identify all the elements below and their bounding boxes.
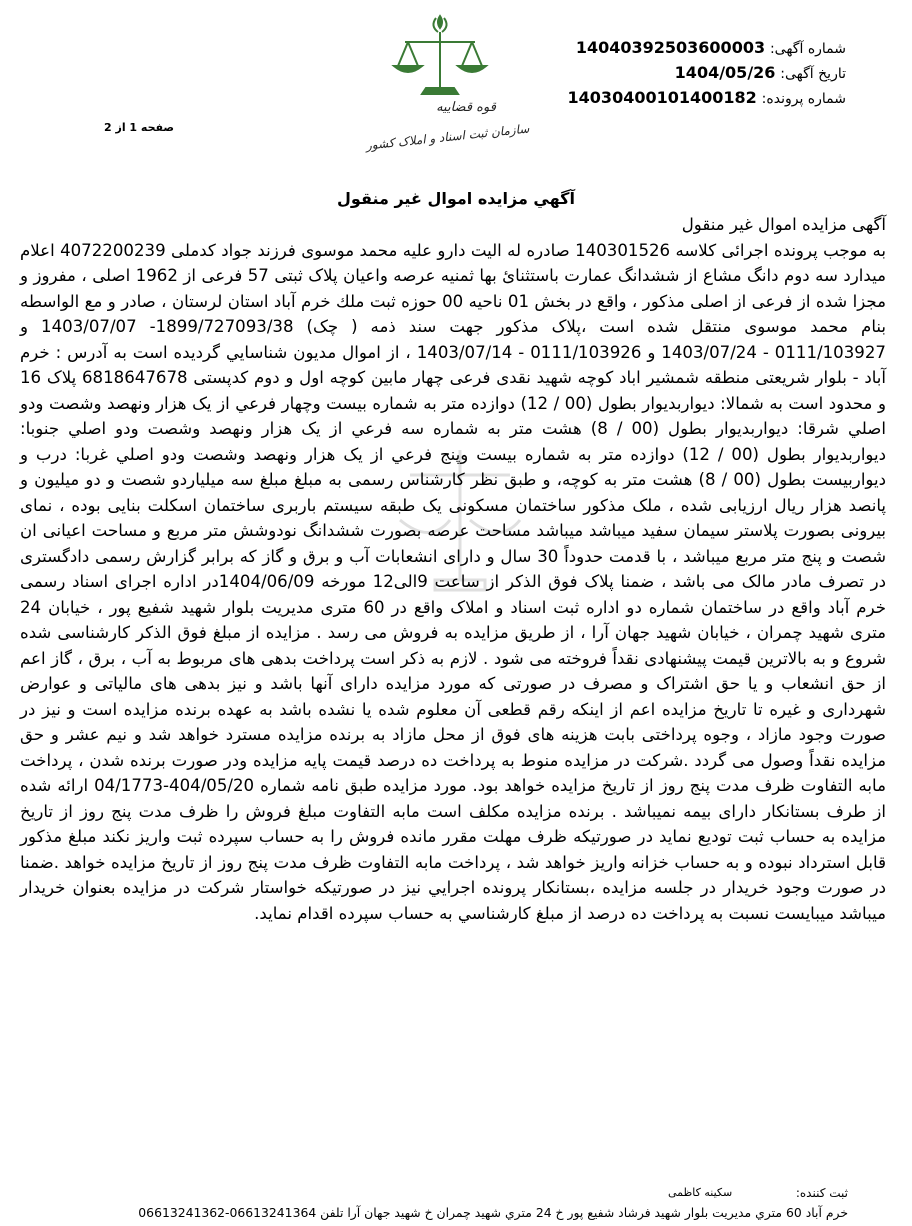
document-title: آگهي مزايده اموال غير منقول xyxy=(337,189,575,208)
case-number-label: شماره پرونده: xyxy=(761,91,846,107)
document-paragraph: به موجب پرونده اجرائی کلاسه 140301526 صادره له الیت دارو علیه محمد موسوی فرزند جواد کدملی 4072200239 اعلام میدارد سه دوم دانگ مشاع از ششدانگ عمارت باستثنائ بها ثمنیه عرصه واعیان پلاک ثبتی 57 فرعی از 1962 اصلی ، مفروز و مجزا شده از فرعی از اصلی مذکور ، واقع در بخش 01 ناحیه 00 حوزه ثبت ملك خرم آباد استان لرستان ، صادر و مع الواسطه بنام محمد موسوی منتقل شده است ،پلاک مذکور جهت سند ذمه ( چک) 1899/727093/38- 1403/07/07 و 0111/103927 - 1403/07/24 و 0111/103926 - 1403/07/14 ، از اموال مدیون شناسايي گرديده است به آدرس : خرم آباد - بلوار شریعتی منطقه شمشیر اباد کوچه شهید نقدی فرعی چهار مابین کوچه اول و دوم کدپستی 6818647678 پلاک 16 و محدود است به شمالا: دیواربدیوار بطول (00 / 12) دوازده متر به شماره بيست وچهار فرعي از يک هزار ونهصد وشصت ودو اصلي شرقا: دیواربدیوار بطول (00 / 8) هشت متر به شماره سه فرعي از يک هزار ونهصد وشصت ودو اصلي جنوبا: دیواربدیوار بطول (00 / 12) دوازده متر به شماره بيست وپنج فرعي از يک هزار ونهصد وشصت ودو اصلي غربا: درب و دیواربیست بطول (00 / 8) هشت متر به کوچه، و طبق نظر کارشناس رسمی به مبلغ مبلغ سه میلیاردو شصت و دو میلیون و پانصد هزار ریال ارزیابی شده ، ملک مذکور ساختمان مسکونی یک طبقه سیستم باربری ساختمان اسکلت بنایی بوده ، نمای بیرونی بصورت پلاستر سیمان سفید میباشد میباشد مساحت عرصه بصورت ششدانگ نودوشش متر مربع و مساحت اعیانی ان شصت و پنج متر مربع میباشد ، با قدمت حدوداً 30 سال و دارای انشعابات آب و برق و گاز که برابر گزارش رسمی دادگستری در تصرف مادر مالک می باشد ، ضمنا پلاک فوق الذکر از ساعت 9الی12 مورخه 1404/06/09در اداره اجرای اسناد رسمی خرم آباد واقع در ساختمان شماره دو اداره ثبت اسناد و املاک واقع در 60 متری مدیریت بلوار شهید شفیع پور ، خیابان 24 متری شهید چمران ، خیابان شهید جهان آرا ، از طریق مزایده به فروش می رسد . مزایده از مبلغ فوق الذکر کارشناسی شده شروع و به بالاترین قیمت پیشنهادی نقداً فروخته می شود . لازم به ذکر است پرداخت بدهی های مربوط به آب ، برق ، گاز اعم از حق انشعاب و یا حق اشتراک و مصرف در صورتی که مورد مزایده دارای آنها باشد و نیز بدهی های مالیاتی و عوارض شهرداری و غیره تا تاریخ مزایده اعم از اینکه رقم قطعی آن معلوم شده یا نشده باشد به عهده برنده مزایده است و نیز در صورت وجود مازاد ، وجوه پرداختی بابت هزینه های فوق از محل مازاد به برنده مزایده مسترد خواهد شد و نیم عشر و حق مزایده نقداً وصول می گردد .شرکت در مزایده منوط به پرداخت ده درصد قیمت پایه مزایده ودر صورت برنده شدن ، پرداخت مابه التفاوت ظرف مدت پنج روز از تاریخ مزایده خواهد بود. مورد مزایده طبق نامه شماره 404/05/20-04/1773 ارائه شده از طرف بستانکار دارای بیمه نمیباشد . برنده مزایده مکلف است مابه التفاوت مبلغ فروش را ظرف مدت پنج روز از تاریخ مزایده به حساب ثبت تودیع نماید در صورتیکه ظرف مهلت مقرر مانده فروش را به حساب سپرده ثبت واریز نکند مبلغ مذکور قابل استرداد نبوده و به حساب خزانه واریز خواهد شد ، پرداخت مابه التفاوت ظرف مدت پنج روز از تاریخ مزایده خواهد .ضمنا در صورت وجود خریدار در جلسه مزایده ،بستانکار پرونده اجرايي نیز در صورتیکه خواستار شرکت در مزایده بعنوان خریدار میباشد میبایست نسبت به پرداخت ده درصد از مبلغ کارشناسي به حساب سپرده اقدام نماید. xyxy=(20,240,887,923)
ad-number-label: شماره آگهی: xyxy=(769,41,846,57)
ad-date-label: تاریخ آگهی: xyxy=(780,66,846,82)
registrar-name: سکینه کاظمی xyxy=(668,1186,733,1199)
ad-number: 14040392503600003 xyxy=(575,38,766,57)
logo-caption-top: قوه قضاییه xyxy=(436,100,496,115)
ad-date-row xyxy=(568,61,846,86)
ad-number-row xyxy=(568,36,846,61)
registrar-label: ثبت کننده: xyxy=(795,1186,848,1200)
page-number: صفحه 1 از 2 xyxy=(104,121,175,134)
judiciary-emblem xyxy=(360,6,530,156)
document-intro: آگهی مزایده اموال غیر منقول xyxy=(681,215,886,234)
office-address: خرم آباد 60 متري مديريت بلوار شهيد فرشاد شفيع پور خ 24 متري شهيد چمران خ شهيد جهان آرا تلفن 06613241364-06613241362 xyxy=(138,1205,848,1220)
ad-date: 1404/05/26 xyxy=(674,63,776,82)
scales-of-justice-icon xyxy=(360,6,530,156)
ad-meta xyxy=(568,36,846,111)
case-number-row xyxy=(568,86,846,111)
logo-caption-bottom: سازمان ثبت اسناد و املاک کشور xyxy=(365,121,530,153)
case-number: 14030400101400182 xyxy=(567,88,757,107)
document-body xyxy=(20,212,886,926)
